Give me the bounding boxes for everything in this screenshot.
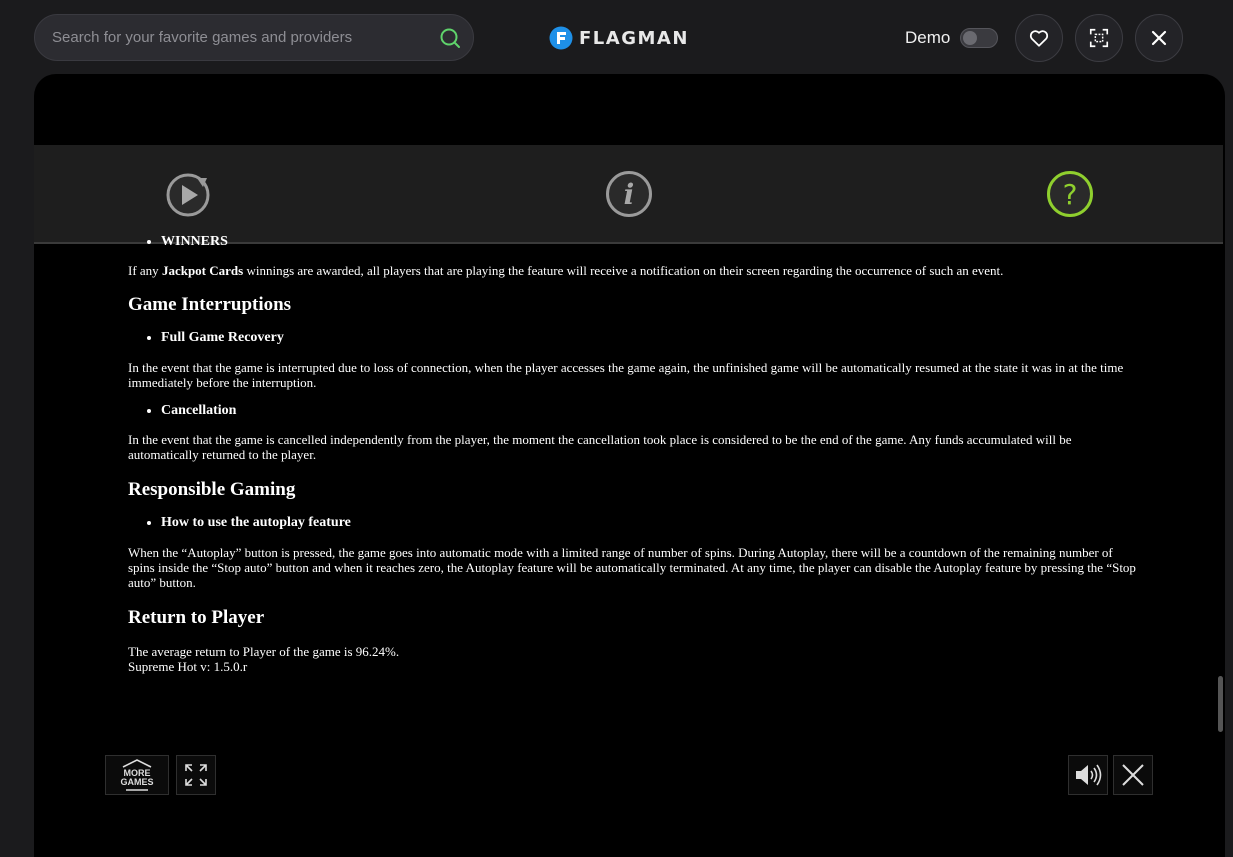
heading-return-to-player: Return to Player xyxy=(128,607,265,628)
logo-text: FLAGMAN xyxy=(579,27,689,49)
more-games-icon xyxy=(117,758,157,792)
heading-game-interruptions: Game Interruptions xyxy=(128,294,292,315)
svg-text:i: i xyxy=(623,178,635,211)
demo-toggle[interactable] xyxy=(960,28,998,48)
help-content[interactable] xyxy=(128,234,1138,720)
recovery-list xyxy=(128,330,1138,346)
tab-info[interactable] xyxy=(604,169,654,219)
fullscreen-button[interactable] xyxy=(1075,14,1123,62)
jackpot-text-pre: If any xyxy=(128,263,162,278)
bullet-cancellation: • Cancellation xyxy=(161,403,1138,419)
game-frame[interactable] xyxy=(34,74,1225,857)
fullscreen-icon xyxy=(1088,27,1110,49)
more-games-line1: MORE xyxy=(123,768,151,778)
more-games-line2: GAMES xyxy=(120,777,154,787)
bullet-autoplay: • How to use the autoplay feature xyxy=(161,515,1138,531)
help-tab-bar xyxy=(34,145,1223,244)
flagman-logo[interactable] xyxy=(549,25,689,51)
expand-icon xyxy=(184,763,208,787)
expand-button[interactable] xyxy=(176,755,216,795)
favorite-button[interactable] xyxy=(1015,14,1063,62)
toggle-knob xyxy=(963,31,977,45)
help-icon xyxy=(1045,169,1095,219)
rtp-paragraph: The average return to Player of the game is 96.24%. xyxy=(128,644,400,659)
content-scrollbar[interactable] xyxy=(1218,676,1223,732)
close-icon xyxy=(1121,763,1145,787)
demo-label: Demo xyxy=(905,28,951,47)
winners-list xyxy=(128,234,1138,250)
svg-text:?: ? xyxy=(1062,178,1078,211)
speaker-icon xyxy=(1074,763,1102,787)
autoplay-icon xyxy=(163,169,213,219)
close-button[interactable] xyxy=(1135,14,1183,62)
tab-help[interactable] xyxy=(1045,169,1095,219)
heart-icon xyxy=(1028,27,1050,49)
cancellation-list xyxy=(128,403,1138,419)
recovery-paragraph: In the event that the game is interrupted due to loss of connection, when the player accesses the game again, the unfinished game will be automatically resumed at the state it was in at the time immediately before the interruption. xyxy=(128,360,1124,390)
flagman-logo-icon xyxy=(549,26,573,50)
more-games-button[interactable] xyxy=(105,755,169,795)
autoplay-paragraph: When the “Autoplay” button is pressed, the game goes into automatic mode with a limited range of number of spins. During Autoplay, there will be a countdown of the remaining number of spins inside the “Stop auto” button and when it reaches zero, the Autoplay feature will be automatically terminated. At any time, the player can disable the Autoplay feature by pressing the “Stop auto” button. xyxy=(128,545,1136,590)
jackpot-paragraph xyxy=(128,263,1138,278)
info-icon xyxy=(604,169,654,219)
jackpot-bold: Jackpot Cards xyxy=(161,263,244,278)
jackpot-text-post: winnings are awarded, all players that are playing the feature will receive a notification on their screen regarding the occurrence of such an event. xyxy=(243,263,1004,278)
sound-button[interactable] xyxy=(1068,755,1108,795)
bullet-winners: • WINNERS xyxy=(161,234,1138,250)
tab-autoplay[interactable] xyxy=(163,169,213,219)
demo-switch[interactable] xyxy=(905,26,998,50)
version-text: Supreme Hot v: 1.5.0.r xyxy=(128,659,248,674)
search-icon[interactable] xyxy=(439,27,461,49)
search-bar[interactable] xyxy=(34,14,474,61)
bullet-full-game-recovery: • Full Game Recovery xyxy=(161,330,1138,346)
heading-responsible-gaming: Responsible Gaming xyxy=(128,479,296,500)
search-input[interactable] xyxy=(50,28,439,47)
game-close-button[interactable] xyxy=(1113,755,1153,795)
cancellation-paragraph: In the event that the game is cancelled independently from the player, the moment the cancellation took place is considered to be the end of the game. Any funds accumulated will be automatically returned to the player. xyxy=(128,432,1072,462)
autoplay-list xyxy=(128,515,1138,531)
close-icon xyxy=(1150,29,1168,47)
